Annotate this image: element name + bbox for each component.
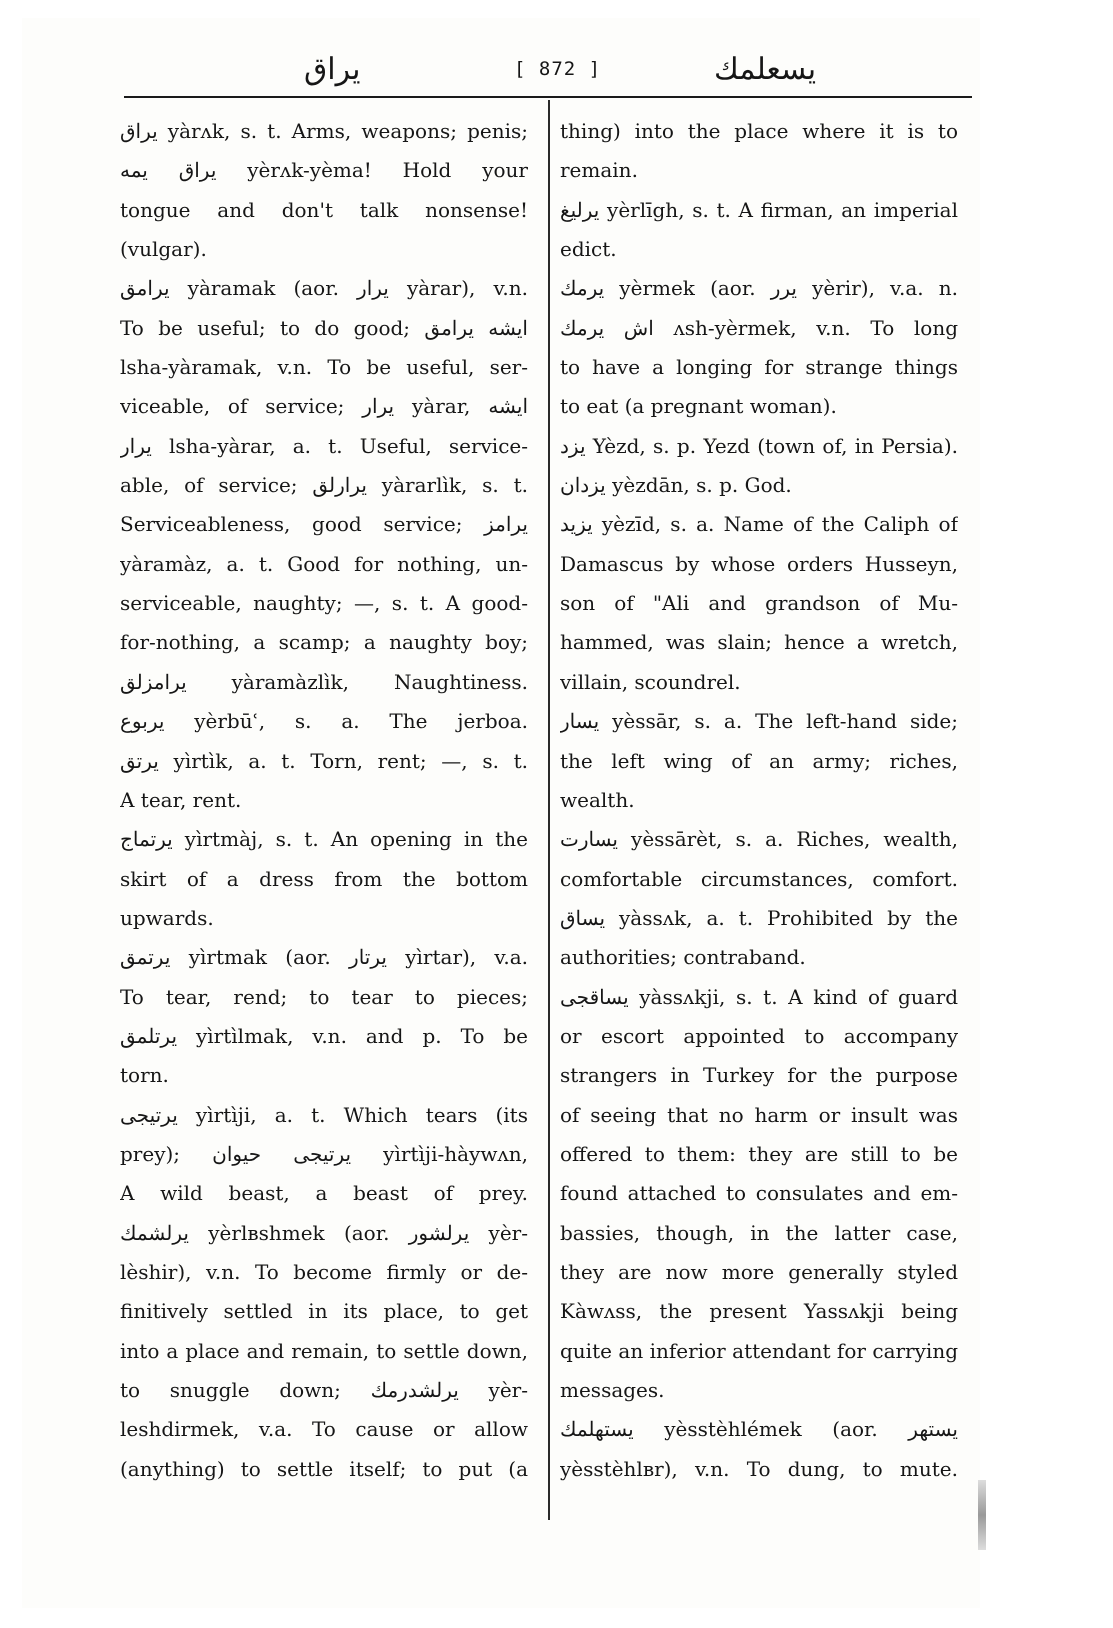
text-line: lsha-yàramak, v.n. To be useful, ser-	[120, 355, 528, 380]
text-line: bassies, though, in the latter case,	[560, 1220, 958, 1245]
text-line: remain.	[560, 158, 638, 183]
text-line: Kàwʌss, the present Yassʌkji being	[560, 1299, 958, 1324]
text-line: Serviceableness, good service; يرامز	[120, 512, 528, 537]
text-line: offered to them: they are still to be	[560, 1141, 958, 1166]
text-line: يزيد yèzīd, s. a. Name of the Caliph of	[560, 512, 958, 537]
text-line: upwards.	[120, 905, 214, 930]
text-line: يراق يمه yèrʌk-yèma! Hold your	[120, 158, 528, 183]
text-line: messages.	[560, 1378, 665, 1402]
text-line: To be useful; to do good; ايشه يرامق	[120, 315, 528, 340]
text-line: serviceable, naughty; —, s. t. A good-	[120, 591, 528, 616]
text-line: villain, scoundrel.	[560, 669, 741, 694]
text-line: hammed, was slain; hence a wretch,	[560, 630, 958, 655]
text-line: اش يرمك ʌsh-yèrmek, v.n. To long	[560, 315, 958, 340]
text-line: finitively settled in its place, to get	[120, 1299, 528, 1324]
text-line: comfortable circumstances, comfort.	[560, 866, 958, 891]
text-line: يرامزلق yàramàzlìk, Naughtiness.	[120, 669, 528, 694]
text-line: يرتلمق yìrtìlmak, v.n. and p. To be	[120, 1023, 528, 1048]
text-line: A tear, rent.	[120, 787, 242, 812]
text-line: يرلشمك yèrlʙshmek (aor. يرلشور yèr-	[120, 1220, 528, 1245]
text-line: يرامق yàramak (aor. يرار yàrar), v.n.	[120, 276, 528, 301]
text-line: يراق yàrʌk, s. t. Arms, weapons; penis;	[120, 119, 528, 143]
text-line: torn.	[120, 1063, 169, 1088]
text-line: يرتيجى yìrtìji, a. t. Which tears (its	[120, 1102, 528, 1127]
header-rule	[124, 96, 972, 98]
text-line: they are now more generally styled	[560, 1259, 958, 1284]
text-line: يرار lsha-yàrar, a. t. Useful, service-	[120, 433, 528, 458]
text-line: wealth.	[560, 787, 635, 812]
text-line: يرتق yìrtìk, a. t. Torn, rent; —, s. t.	[120, 748, 528, 773]
text-line: يزد Yèzd, s. p. Yezd (town of, in Persia).	[560, 433, 958, 458]
text-line: yèsstèhlʙr), v.n. To dung, to mute.	[560, 1456, 958, 1481]
text-line: يربوع yèrbūʿ, s. a. The jerboa.	[120, 709, 528, 734]
text-line: into a place and remain, to settle down,	[120, 1338, 528, 1363]
text-line: son of "Ali and grandson of Mu-	[560, 591, 958, 616]
text-line: able, of service; يرارلق yàrarlìk, s. t.	[120, 473, 528, 498]
text-line: يساق yàssʌk, a. t. Prohibited by the	[560, 905, 958, 930]
text-line: يرتمق yìrtmak (aor. يرتار yìrtar), v.a.	[120, 945, 528, 970]
column-divider	[548, 100, 550, 1520]
right-column	[560, 112, 958, 1489]
text-line: (vulgar).	[120, 237, 207, 262]
text-line: يستهلمك yèsstèhlémek (aor. يستهر	[560, 1417, 958, 1442]
text-line: يزدان yèzdān, s. p. God.	[560, 473, 792, 498]
text-line: Damascus by whose orders Husseyn,	[560, 551, 958, 576]
text-line: for-nothing, a scamp; a naughty boy;	[120, 630, 528, 655]
text-line: found attached to consulates and em-	[560, 1181, 958, 1206]
text-line: (anything) to settle itself; to put (a	[120, 1456, 528, 1481]
text-line: leshdirmek, v.a. To cause or allow	[120, 1417, 528, 1442]
text-line: viceable, of service; يرار yàrar, ايشه	[120, 394, 528, 419]
text-line: to eat (a pregnant woman).	[560, 394, 837, 419]
text-line: يسار yèssār, s. a. The left-hand side;	[560, 709, 958, 734]
right-running-head: يسعلمك	[714, 52, 817, 87]
page-edge-shadow	[978, 1480, 986, 1550]
page-number: [ 872 ]	[514, 58, 602, 80]
text-line: يرتماج yìrtmàj, s. t. An opening in the	[120, 827, 528, 852]
text-line: edict.	[560, 237, 617, 262]
text-line: thing) into the place where it is to	[560, 119, 958, 143]
text-line: tongue and don't talk nonsense!	[120, 197, 528, 222]
text-line: to snuggle down; يرلشدرمك yèr-	[120, 1378, 528, 1402]
text-line: يسارت yèssārèt, s. a. Riches, wealth,	[560, 827, 958, 852]
text-line: the left wing of an army; riches,	[560, 748, 958, 773]
text-line: strangers in Turkey for the purpose	[560, 1063, 958, 1088]
page-header	[124, 52, 974, 88]
text-line: يساقجى yàssʌkji, s. t. A kind of guard	[560, 984, 958, 1009]
text-line: يرمك yèrmek (aor. يرر yèrir), v.a. n.	[560, 276, 958, 301]
text-line: authorities; contraband.	[560, 945, 806, 970]
text-line: of seeing that no harm or insult was	[560, 1102, 958, 1127]
text-line: quite an inferior attendant for carrying	[560, 1338, 958, 1363]
text-line: يرليغ yèrlīgh, s. t. A firman, an imperial	[560, 197, 958, 222]
text-line: A wild beast, a beast of prey.	[120, 1181, 528, 1206]
text-line: lèshir), v.n. To become firmly or de-	[120, 1259, 528, 1284]
left-column	[120, 112, 528, 1489]
text-line: prey); يرتيجى حيوان yìrtìji-hàywʌn,	[120, 1141, 528, 1166]
text-line: to have a longing for strange things	[560, 355, 958, 380]
text-line: skirt of a dress from the bottom	[120, 866, 528, 891]
text-line: To tear, rend; to tear to pieces;	[120, 984, 528, 1009]
text-line: or escort appointed to accompany	[560, 1023, 958, 1048]
text-line: yàramàz, a. t. Good for nothing, un-	[120, 551, 528, 576]
left-running-head: يراق	[304, 52, 361, 87]
